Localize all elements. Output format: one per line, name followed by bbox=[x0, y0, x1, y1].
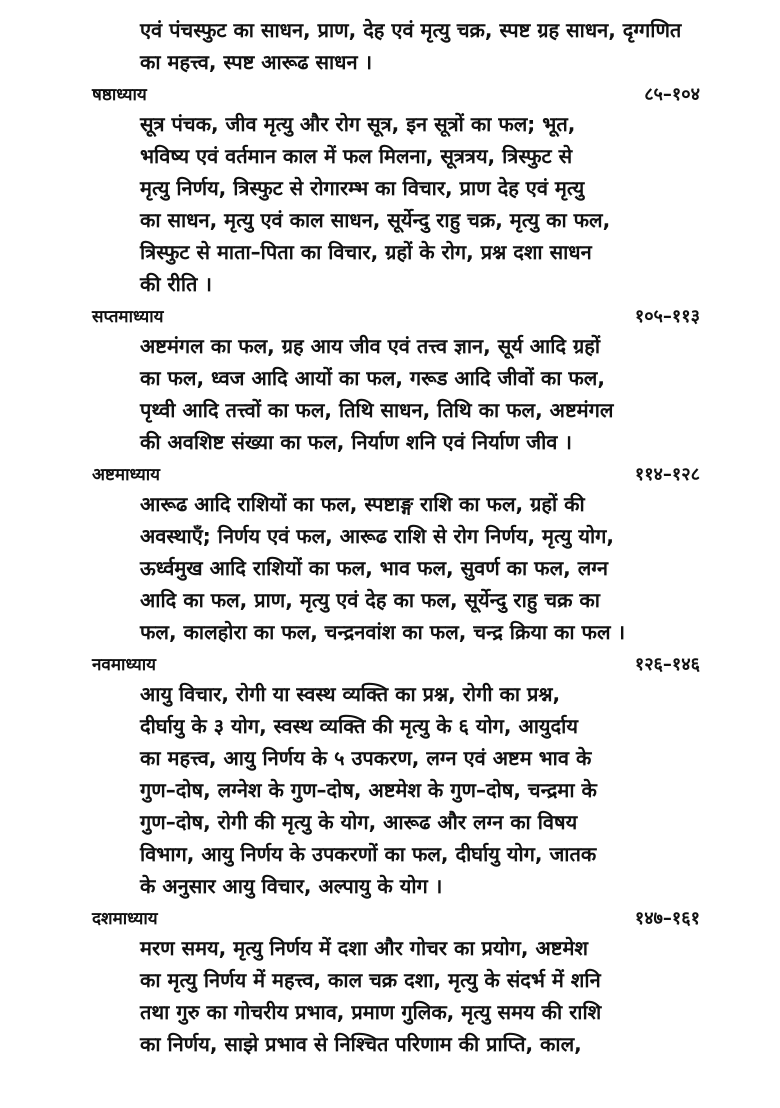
chapter-title: सप्तमाध्याय bbox=[92, 307, 164, 327]
chapter-heading bbox=[92, 906, 700, 932]
chapter-summary bbox=[92, 678, 700, 902]
text-line: आयु विचार, रोगी या स्वस्थ व्यक्ति का प्रश्न, रोगी का प्रश्न, bbox=[140, 682, 561, 706]
text-line: अष्टमंगल का फल, ग्रह आय जीव एवं तत्त्व ज्ञान, सूर्य आदि ग्रहों bbox=[140, 334, 601, 358]
intro-paragraph bbox=[92, 14, 700, 78]
text-line: ऊर्ध्वमुख आदि राशियों का फल, भाव फल, सुवर्ण का फल, लग्न bbox=[140, 556, 609, 580]
text-line: के अनुसार आयु विचार, अल्पायु के योग । bbox=[140, 874, 443, 898]
text-line: मरण समय, मृत्यु निर्णय में दशा और गोचर का प्रयोग, अष्टमेश bbox=[140, 936, 589, 960]
text-line: पृथ्वी आदि तत्त्वों का फल, तिथि साधन, तिथि का फल, अष्टमंगल bbox=[140, 398, 614, 422]
text-line: एवं पंचस्फुट का साधन, प्राण, देह एवं मृत्यु चक्र, स्पष्ट ग्रह साधन, bbox=[140, 18, 616, 42]
chapter-heading bbox=[92, 652, 700, 678]
text-line: गुण–दोष, रोगी की मृत्यु के योग, आरूढ और लग्न का विषय bbox=[140, 810, 578, 834]
text-line: त्रिस्फुट से माता–पिता का विचार, ग्रहों के रोग, प्रश्न दशा साधन bbox=[140, 240, 592, 264]
text-line: का निर्णय, साझे प्रभाव से निश्चित परिणाम की प्राप्ति, काल, bbox=[140, 1032, 582, 1056]
chapter-summary bbox=[92, 330, 700, 458]
chapter-page-range: १४७–१६१ bbox=[634, 908, 700, 929]
chapter-title: अष्टमाध्याय bbox=[92, 465, 160, 485]
chapter-section bbox=[92, 462, 700, 648]
chapter-section bbox=[92, 82, 700, 300]
chapter-page-range: १०५–११३ bbox=[634, 306, 700, 327]
text-line: मृत्यु निर्णय, त्रिस्फुट से रोगारम्भ का विचार, प्राण देह एवं मृत्यु bbox=[140, 176, 585, 200]
chapter-page-range: ११४–१२८ bbox=[634, 464, 700, 485]
chapter-title: दशमाध्याय bbox=[92, 909, 158, 929]
text-line: दीर्घायु के ३ योग, स्वस्थ व्यक्ति की मृत्यु के ६ योग, आयुर्दाय bbox=[140, 714, 578, 738]
text-line: आदि का फल, प्राण, मृत्यु एवं देह का फल, सूर्येन्दु राहु चक्र का bbox=[140, 588, 600, 612]
chapter-heading bbox=[92, 462, 700, 488]
chapter-summary bbox=[92, 932, 700, 1060]
text-line: सूत्र पंचक, जीव मृत्यु और रोग सूत्र, इन सूत्रों का फल; भूत, bbox=[140, 112, 576, 136]
chapter-title: षष्ठाध्याय bbox=[92, 85, 147, 105]
text-line: का मृत्यु निर्णय में महत्त्व, काल चक्र दशा, मृत्यु के संदर्भ में शनि bbox=[140, 968, 601, 992]
text-line: आरूढ आदि राशियों का फल, स्पष्टाङ्ग राशि का फल, ग्रहों की bbox=[140, 492, 585, 516]
chapter-section bbox=[92, 652, 700, 902]
text-line: तथा गुरु का गोचरीय प्रभाव, प्रमाण गुलिक, मृत्यु समय की राशि bbox=[140, 1000, 602, 1024]
chapter-page-range: ८५–१०४ bbox=[644, 84, 700, 105]
chapter-heading bbox=[92, 304, 700, 330]
chapter-page-range: १२६–१४६ bbox=[634, 654, 700, 675]
chapter-section bbox=[92, 304, 700, 458]
text-line: का साधन, मृत्यु एवं काल साधन, सूर्येन्दु राहु चक्र, मृत्यु का फल, bbox=[140, 208, 611, 232]
text-line: का फल, ध्वज आदि आयों का फल, गरूड आदि जीवों का फल, bbox=[140, 366, 605, 390]
text-line: का महत्त्व, आयु निर्णय के ५ उपकरण, लग्न एवं अष्टम भाव के bbox=[140, 746, 592, 770]
text-line: की अवशिष्ट संख्या का फल, निर्याण शनि एवं निर्याण जीव । bbox=[140, 430, 572, 454]
text-line: भविष्य एवं वर्तमान काल में फल मिलना, सूत्रत्रय, त्रिस्फुट से bbox=[140, 144, 573, 168]
chapter-summary bbox=[92, 108, 700, 300]
text-line: अवस्थाएँ; निर्णय एवं फल, आरूढ राशि से रोग निर्णय, मृत्यु योग, bbox=[140, 524, 614, 548]
text-line: दृग्गणित का महत्त्व, स्पष्ट आरूढ साधन । bbox=[140, 18, 682, 74]
text-line: गुण–दोष, लग्नेश के गुण–दोष, अष्टमेश के गुण–दोष, चन्द्रमा के bbox=[140, 778, 597, 802]
chapter-heading bbox=[92, 82, 700, 108]
text-line: की रीति । bbox=[140, 272, 212, 296]
chapter-title: नवमाध्याय bbox=[92, 655, 156, 675]
chapter-summary bbox=[92, 488, 700, 648]
text-line: फल, कालहोरा का फल, चन्द्रनवांश का फल, चन्द्र क्रिया का फल । bbox=[140, 620, 626, 644]
text-line: विभाग, आयु निर्णय के उपकरणों का फल, दीर्घायु योग, जातक bbox=[140, 842, 597, 866]
chapter-section bbox=[92, 906, 700, 1060]
